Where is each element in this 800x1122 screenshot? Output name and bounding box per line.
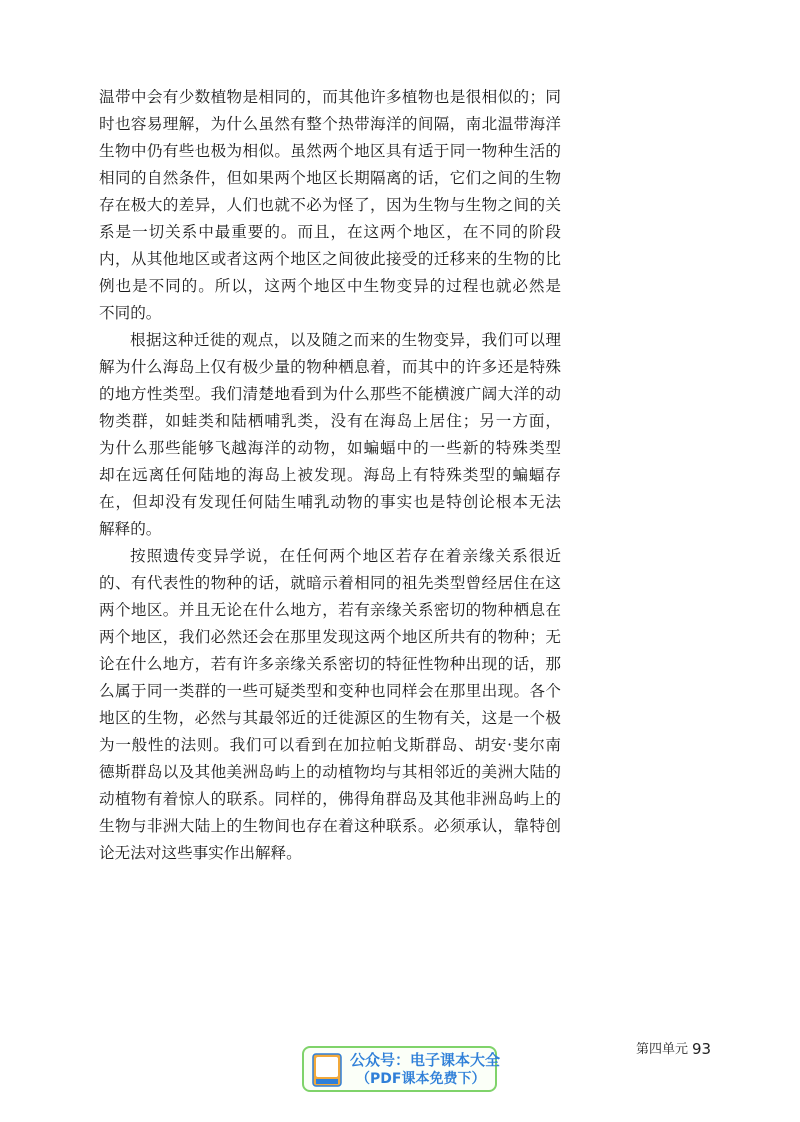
- text-line: 温带中会有少数植物是相同的，而其他许多植物也是很相似的；同: [99, 88, 561, 106]
- page-number: 93: [692, 1040, 712, 1058]
- text-line: 解为什么海岛上仅有极少量的物种栖息着，而其中的许多还是特殊: [99, 358, 561, 376]
- text-line: 的地方性类型。我们清楚地看到为什么那些不能横渡广阔大洋的动: [99, 385, 561, 403]
- text-line: 么属于同一类群的一些可疑类型和变种也同样会在那里出现。各个: [99, 682, 561, 700]
- text-line: 的、有代表性的物种的话，就暗示着相同的祖先类型曾经居住在这: [99, 574, 561, 592]
- text-line: 两个地区，我们必然还会在那里发现这两个地区所共有的物种；无: [99, 628, 561, 646]
- text-line: 为一般性的法则。我们可以看到在加拉帕戈斯群岛、胡安·斐尔南: [99, 736, 561, 754]
- watermark-line-2: （PDF课本免费下）: [356, 1071, 486, 1087]
- watermark-line-1: 公众号：电子课本大全: [350, 1051, 501, 1069]
- text-line: 内，从其他地区或者这两个地区之间彼此接受的迁移来的生物的比: [99, 250, 561, 268]
- text-line: 地区的生物，必然与其最邻近的迁徙源区的生物有关，这是一个极: [99, 709, 561, 727]
- text-line: 德斯群岛以及其他美洲岛屿上的动植物均与其相邻近的美洲大陆的: [99, 763, 561, 781]
- text-line: 为什么那些能够飞越海洋的动物，如蝙蝠中的一些新的特殊类型: [99, 439, 561, 457]
- text-line: 生物与非洲大陆上的生物间也存在着这种联系。必须承认，靠特创: [99, 817, 561, 835]
- text-line: 相同的自然条件，但如果两个地区长期隔离的话，它们之间的生物: [99, 169, 561, 187]
- watermark-badge: [302, 1046, 501, 1092]
- text-line: 论在什么地方，若有许多亲缘关系密切的特征性物种出现的话，那: [99, 655, 561, 673]
- text-line: 解释的。: [99, 520, 162, 538]
- text-line: 却在远离任何陆地的海岛上被发现。海岛上有特殊类型的蝙蝠存: [99, 466, 561, 484]
- text-line: 例也是不同的。所以，这两个地区中生物变异的过程也就必然是: [99, 277, 561, 295]
- text-line: 时也容易理解，为什么虽然有整个热带海洋的间隔，南北温带海洋: [99, 115, 561, 133]
- text-line: 根据这种迁徙的观点，以及随之而来的生物变异，我们可以理: [130, 331, 561, 349]
- text-line: 论无法对这些事实作出解释。: [99, 844, 302, 862]
- text-line: 两个地区。并且无论在什么地方，若有亲缘关系密切的物种栖息在: [99, 601, 561, 619]
- text-line: 生物中仍有些也极为相似。虽然两个地区具有适于同一物种生活的: [99, 142, 561, 160]
- page-body: [99, 84, 561, 867]
- footer-unit-label: 第四单元: [636, 1042, 689, 1057]
- text-line: 存在极大的差异，人们也就不必为怪了，因为生物与生物之间的关: [99, 196, 561, 214]
- text-line: 动植物有着惊人的联系。同样的，佛得角群岛及其他非洲岛屿上的: [99, 790, 561, 808]
- text-line: 物类群，如蛙类和陆栖哺乳类，没有在海岛上居住；另一方面，: [99, 412, 561, 430]
- text-line: 在，但却没有发现任何陆生哺乳动物的事实也是特创论根本无法: [99, 493, 561, 511]
- text-line: 不同的。: [99, 304, 162, 322]
- book-logo-icon: [312, 1053, 342, 1087]
- text-line: 系是一切关系中最重要的。而且，在这两个地区，在不同的阶段: [99, 223, 561, 241]
- text-line: 按照遗传变异学说，在任何两个地区若存在着亲缘关系很近: [130, 547, 561, 565]
